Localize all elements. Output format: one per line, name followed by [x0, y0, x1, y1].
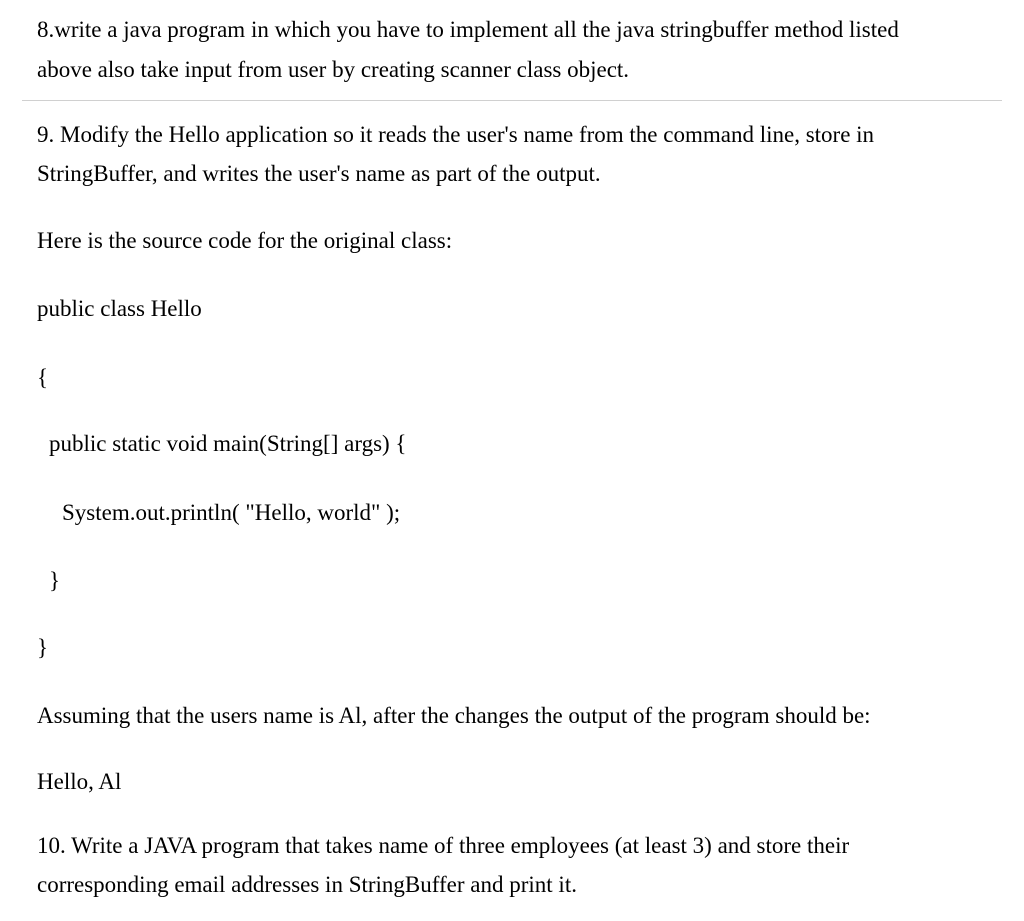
code-println-statement: System.out.println( "Hello, world" ); — [62, 500, 401, 525]
code-class-declaration: public class Hello — [37, 296, 202, 321]
q10-text-line-2: corresponding email addresses in StringBuffer and print it. — [37, 872, 577, 897]
q10-text-line-1: 10. Write a JAVA program that takes name of three employees (at least 3) and store their — [37, 833, 850, 858]
code-close-inner-brace: } — [49, 568, 61, 593]
code-close-outer-brace: } — [37, 635, 49, 660]
q9-text-line-2: StringBuffer, and writes the user's name as part of the output. — [37, 161, 601, 186]
q8-text-line-1: 8.write a java program in which you have to implement all the java stringbuffer method listed — [37, 17, 899, 42]
code-main-declaration: public static void main(String[] args) { — [49, 431, 407, 456]
q8-text-line-2: above also take input from user by creating scanner class object. — [37, 57, 630, 82]
q9-source-intro: Here is the source code for the original class: — [37, 228, 453, 253]
q9-expected-output: Hello, Al — [37, 769, 122, 794]
q9-assumption-text: Assuming that the users name is Al, after the changes the output of the program should be: — [37, 703, 871, 728]
section-divider — [22, 100, 1002, 101]
q9-text-line-1: 9. Modify the Hello application so it reads the user's name from the command line, store in — [37, 122, 875, 147]
code-open-brace: { — [37, 365, 49, 390]
